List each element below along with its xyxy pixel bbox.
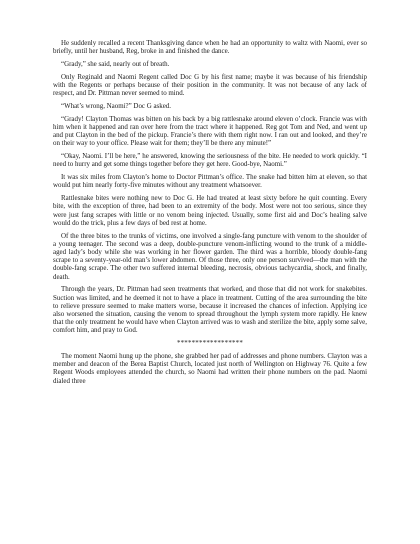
paragraph: “Grady! Clayton Thomas was bitten on his back by a big rattlesnake around eleven o’clock. Francie was with him when it happened and ran over here from the tract where it happened. Reg got Tom and Ned, and went up and put Clayton in the bed of the pickup. Francie’s there with them right now. I ran out and looked, and they’re on their way to your office. Please wait for them; they’ll be there any minute!” <box>53 114 367 148</box>
book-page <box>53 39 367 389</box>
section-separator: ****************** <box>176 339 244 348</box>
paragraph: It was six miles from Clayton’s home to Doctor Pittman’s office. The snake had bitten him at eleven, so that would put him nearly forty-five minutes without any treatment whatsoever. <box>53 173 367 190</box>
paragraph: Only Reginald and Naomi Regent called Doc G by his first name; maybe it was because of his friendship with the Regents or perhaps because of their position in the community. It was not because of any lack of respect, and Dr. Pittman never seemed to mind. <box>53 72 367 98</box>
paragraph: He suddenly recalled a recent Thanksgiving dance when he had an opportunity to waltz with Naomi, ever so briefly, until her husband, Reg, broke in and finished the dance. <box>53 39 367 56</box>
paragraph: The moment Naomi hung up the phone, she grabbed her pad of addresses and phone numbers. Clayton was a member and deacon of the Berea Baptist Church, located just north of Wellington on Highway 76. Quite a few Regent Woods employees attended the church, so Naomi had written their phone numbers on the pad. Naomi dialed three <box>53 352 367 385</box>
paragraph: “Grady,” she said, nearly out of breath. <box>61 60 170 68</box>
paragraph: Rattlesnake bites were nothing new to Doc G. He had treated at least sixty before he quit counting. Every bite, with the exception of three, had been to an extremity of the body. Most were not too serious, since they were just fang scrapes with little or no venom being injected. Usually, some first aid and Doc’s healing salve would do the trick, plus a few days of bed rest at home. <box>53 194 367 227</box>
paragraph: Of the three bites to the trunks of victims, one involved a single-fang puncture with venom to the shoulder of a young teenager. The second was a deep, double-puncture venom-inflicting wound to the trunk of a middle-aged lady’s body while she was working in her flower garden. The third was a horrible, bloody double-fang scrape to a seventy-year-old man’s lower abdomen. Of those three, only one person survived—the man with the double-fang scrape. The other two suffered internal bleeding, necrosis, obvious tachycardia, shock, and finally, death. <box>53 231 367 281</box>
paragraph: “Okay, Naomi. I’ll be here,” he answered, knowing the seriousness of the bite. He needed to work quickly. “I need to hurry and get some things together before they get here. Good-bye, Naomi.” <box>53 152 367 169</box>
paragraph: Through the years, Dr. Pittman had seen treatments that worked, and those that did not work for snakebites. Suction was limited, and he deemed it not to have a place in treatment. Cutting of the area surrounding the bite to relieve pressure seemed to make matters worse, because it increased the chances of infection. Applying ice also worsened the situation, causing the venom to spread throughout the lymph system more rapidly. He knew that the only treatment he would have when Clayton arrived was to wash and sterilize the bite, apply some salve, comfort him, and pray to God. <box>53 285 367 335</box>
paragraph: “What’s wrong, Naomi?” Doc G asked. <box>61 102 172 110</box>
